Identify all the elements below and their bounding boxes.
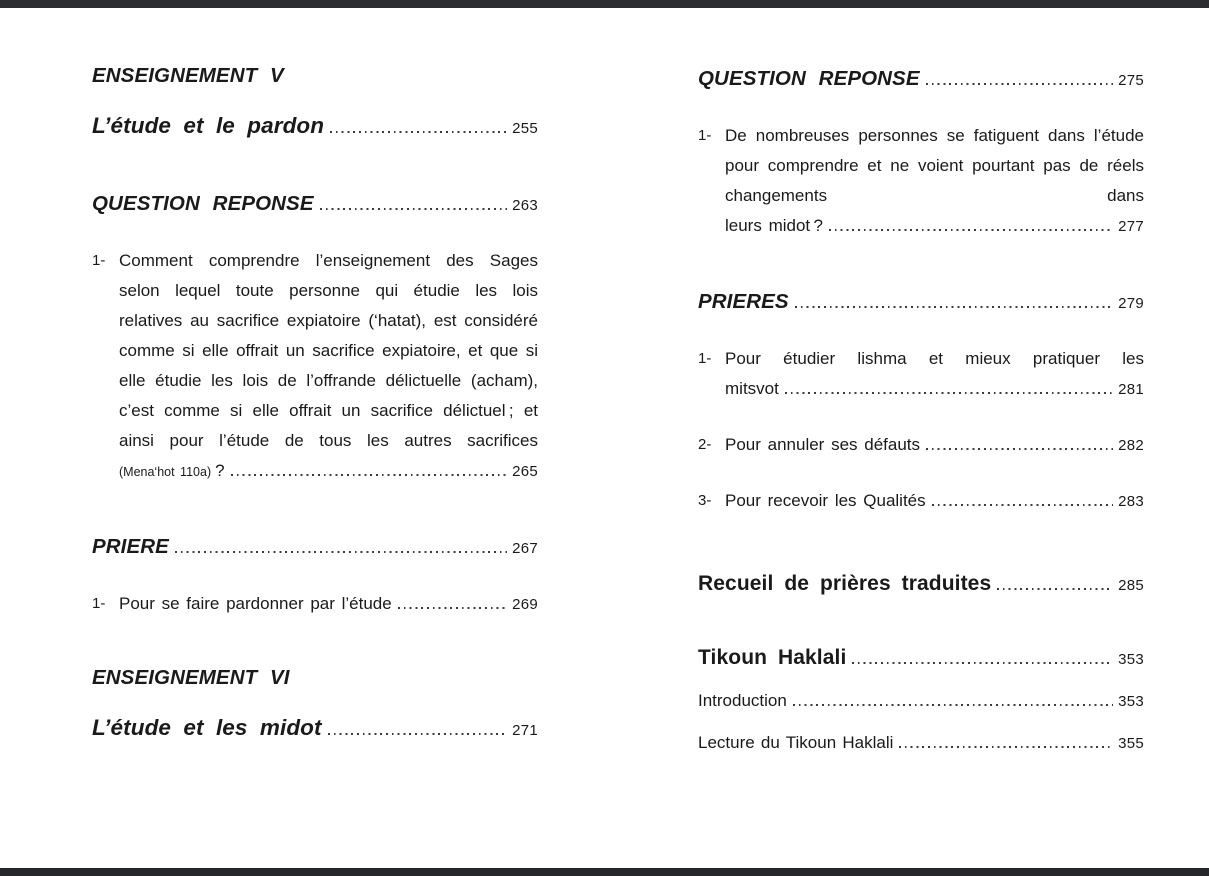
item-last-text: ? — [215, 461, 225, 480]
toc-leader-row — [698, 728, 1144, 759]
page-number: 355 — [1118, 735, 1144, 752]
toc-leader-row — [92, 532, 538, 564]
toc-leader-row — [92, 713, 538, 746]
item-marker: 1- — [92, 252, 106, 269]
dot-leader — [320, 208, 507, 210]
dot-leader — [829, 229, 1113, 231]
section-heading-entry — [698, 287, 1144, 319]
toc-leader-row — [92, 111, 538, 144]
item-leader-row — [119, 456, 538, 487]
book-title: Recueil de prières traduites — [698, 572, 992, 595]
item-body — [725, 344, 1144, 405]
item-body — [725, 486, 1144, 517]
toc-leader-row — [698, 569, 1144, 601]
section-heading-entry — [92, 532, 538, 564]
page-number: 282 — [1118, 437, 1144, 454]
chapter-kicker: ENSEIGNEMENT VI — [92, 666, 290, 689]
page-number: 283 — [1118, 493, 1144, 510]
toc-item — [698, 430, 1144, 461]
toc-leader-row — [698, 64, 1144, 96]
page-number: 267 — [512, 540, 538, 557]
dot-leader — [926, 83, 1113, 85]
toc-line-entry — [698, 686, 1144, 717]
item-body-text: Comment comprendre l’enseignement des Sages selon lequel toute personne qui étudie les lois relatives au sacrifice expiatoire (‘hatat), est considéré comme si elle offrait un sacrifice expiatoire, et que si elle étudie les lois de l’offrande délictuelle (acham), c’est comme si elle offrait un sacrifice délictuel ; et ainsi pour l’étude de tous les autres sacrifices — [119, 251, 538, 450]
dot-leader — [785, 392, 1113, 394]
page-number: 353 — [1118, 693, 1144, 710]
item-body-text: Pour étudier lishma et mieux pratiquer les — [725, 349, 1144, 368]
item-body-text: De nombreuses personnes se fatiguent dans l’étude pour comprendre et ne voient pourtant pas de réels changements dans — [725, 126, 1144, 205]
entry-label: Introduction — [698, 691, 787, 710]
bottom-edge-bar — [0, 868, 1209, 876]
dot-leader — [330, 131, 507, 133]
dot-leader — [997, 588, 1113, 590]
item-last-text: Pour se faire pardonner par l’étude — [119, 594, 392, 613]
section-label: PRIERES — [698, 290, 789, 313]
page-number: 269 — [512, 596, 538, 613]
chapter-entry — [92, 666, 538, 746]
page-number: 271 — [512, 722, 538, 739]
book-title-entry — [698, 569, 1144, 601]
dot-leader — [231, 474, 507, 476]
toc-column-left — [92, 64, 538, 759]
dot-leader — [793, 704, 1113, 706]
item-body — [119, 589, 538, 620]
section-heading-entry — [92, 189, 538, 221]
toc-item — [698, 344, 1144, 405]
item-last-text: leurs midot ? — [725, 216, 823, 235]
section-label: QUESTION REPONSE — [698, 67, 920, 90]
item-leader-row — [725, 211, 1144, 242]
page-number: 281 — [1118, 381, 1144, 398]
talmud-reference: (Mena‘hot 110a) — [119, 465, 212, 479]
chapter-title: L’étude et les midot — [92, 715, 322, 740]
toc-item — [92, 246, 538, 487]
dot-leader — [932, 504, 1113, 506]
item-marker: 1- — [698, 350, 712, 367]
item-marker: 2- — [698, 436, 712, 453]
toc-leader-row — [698, 287, 1144, 319]
toc-leader-row — [698, 643, 1144, 675]
toc-item — [698, 486, 1144, 517]
top-edge-bar — [0, 0, 1209, 8]
toc-item — [698, 121, 1144, 242]
chapter-title: L’étude et le pardon — [92, 113, 325, 138]
item-last-text: Pour annuler ses défauts — [725, 435, 921, 454]
page-number: 255 — [512, 120, 538, 137]
item-body — [725, 430, 1144, 461]
dot-leader — [899, 746, 1113, 748]
item-marker: 3- — [698, 492, 712, 509]
page-number: 277 — [1118, 218, 1144, 235]
section-label: PRIERE — [92, 535, 169, 558]
dot-leader — [328, 733, 507, 735]
entry-label: Lecture du Tikoun Haklali — [698, 733, 894, 752]
page-number: 279 — [1118, 295, 1144, 312]
page-number: 353 — [1118, 651, 1144, 668]
page-number: 275 — [1118, 72, 1144, 89]
chapter-kicker: ENSEIGNEMENT V — [92, 64, 284, 87]
chapter-entry — [92, 64, 538, 144]
book-title: Tikoun Haklali — [698, 646, 847, 669]
item-marker: 1- — [92, 595, 106, 612]
section-heading-entry — [698, 64, 1144, 96]
toc-leader-row — [92, 189, 538, 221]
item-marker: 1- — [698, 127, 712, 144]
page-number: 285 — [1118, 577, 1144, 594]
page-number: 265 — [512, 463, 538, 480]
dot-leader — [398, 607, 507, 609]
toc-item — [92, 589, 538, 620]
item-body — [725, 121, 1144, 242]
item-leader-row — [725, 486, 1144, 517]
item-body — [119, 246, 538, 487]
toc-leader-row — [698, 686, 1144, 717]
toc-line-entry — [698, 728, 1144, 759]
item-last-text: mitsvot — [725, 379, 779, 398]
dot-leader — [926, 448, 1113, 450]
section-label: QUESTION REPONSE — [92, 192, 314, 215]
item-leader-row — [725, 430, 1144, 461]
page-number: 263 — [512, 197, 538, 214]
dot-leader — [175, 551, 507, 553]
toc-column-right — [698, 64, 1144, 759]
dot-leader — [852, 662, 1113, 664]
dot-leader — [795, 306, 1113, 308]
item-leader-row — [119, 589, 538, 620]
book-title-entry — [698, 643, 1144, 675]
item-leader-row — [725, 374, 1144, 405]
item-last-text: Pour recevoir les Qualités — [725, 491, 926, 510]
toc-content — [92, 64, 1144, 759]
